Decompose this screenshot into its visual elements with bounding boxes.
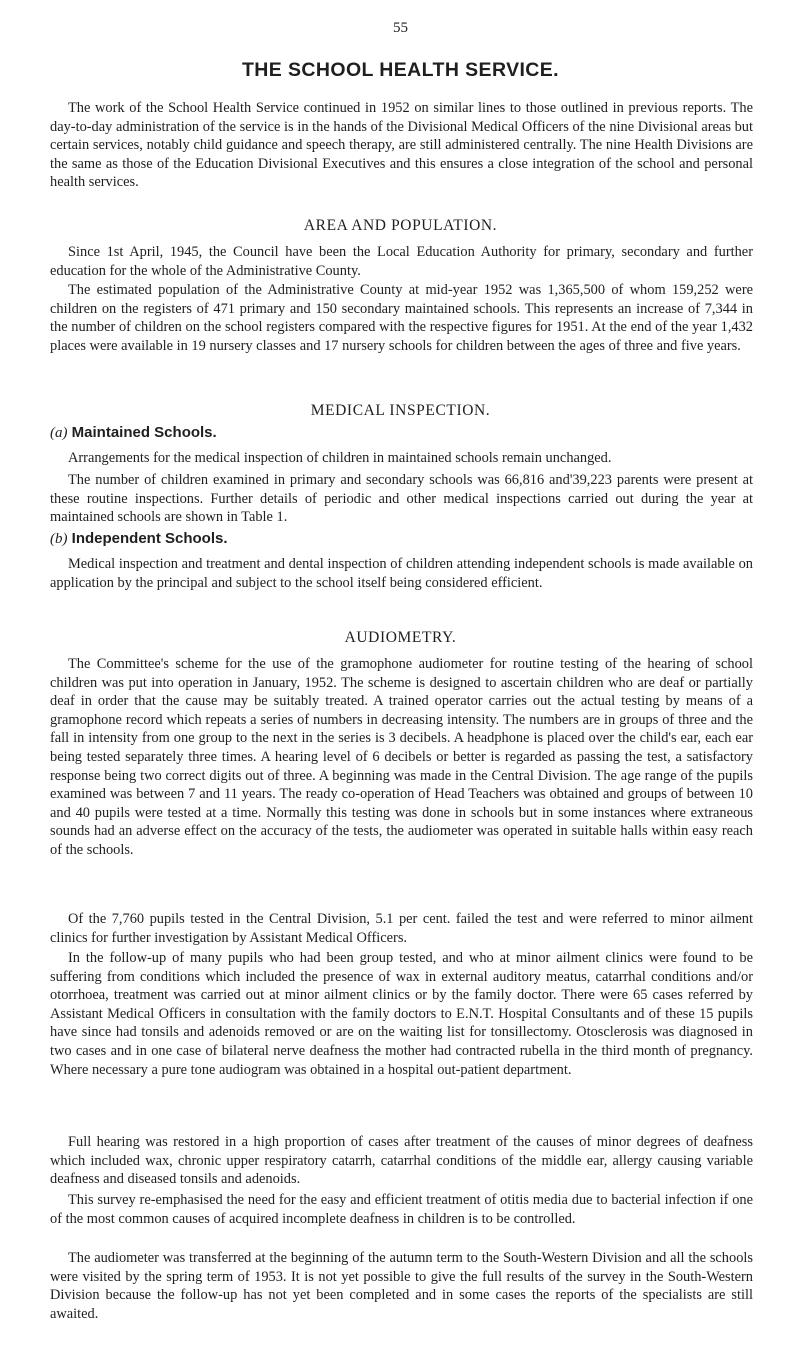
audiometry-paragraph-4: Full hearing was restored in a high proportion of cases after treatment of the causes of minor degrees of deafness which included wax, chronic upper respiratory catarrh, catarrhal conditions of the middle ear, allergy causing variable deafness and diseased tonsils and adenoids. [50,1134,753,1188]
audiometry-paragraph-5: This survey re-emphasised the need for the easy and efficient treatment of otitis media due to bacterial infection if one of the most common causes of acquired incomplete deafness in children is to be controlled. [50,1192,753,1227]
audiometry-paragraph-2: Of the 7,760 pupils tested in the Central Division, 5.1 per cent. failed the test and were referred to minor ailment clinics for further investigation by Assistant Medical Officers. [50,911,753,946]
maintained-paragraph-1: Arrangements for the medical inspection of children in maintained schools remain unchanged. [68,450,612,466]
intro-paragraph: The work of the School Health Service continued in 1952 on similar lines to those outlined in previous reports. The day-to-day administration of the service is in the hands of the Divisional Medical Officers of the nine Divisional areas but certain services, notably child guidance and speech therapy, are still administered centrally. The nine Health Divisions are the same as those of the Education Divisional Executives and this ensures a close integration of the school and personal health services. [50,100,753,191]
medical-heading: MEDICAL INSPECTION. [310,402,491,419]
subheading-marker: (a) [50,425,68,441]
audiometry-paragraph-6: The audiometer was transferred at the beginning of the autumn term to the South-Western Division and all the schools were visited by the spring term of 1953. It is not yet possible to give the full results of the survey in the South-Western Division because the follow-up has not yet been completed and in some cases the reports of the specialists are still awaited. [50,1250,753,1322]
maintained-paragraph-2: The number of children examined in primary and secondary schools was 66,816 and'39,223 parents were present at these routine inspections. Further details of periodic and other medical inspections carried out during the year at maintained schools are shown in Table 1. [50,472,753,526]
audiometry-heading: AUDIOMETRY. [344,629,457,646]
subheading-text: Independent Schools. [71,530,228,547]
independent-paragraph: Medical inspection and treatment and dental inspection of children attending independent schools is made available on application by the principal and subject to the school itself being considered efficient. [50,556,753,591]
subheading-text: Maintained Schools. [71,424,217,441]
subheading-marker: (b) [50,531,68,547]
audiometry-paragraph-3: In the follow-up of many pupils who had been group tested, and who at minor ailment clinics were found to be suffering from conditions which included the presence of wax in external auditory meatus, catarrhal conditions and/or otorrhoea, treatment was carried out at minor ailment clinics or by the family doctor. There were 65 cases referred by Assistant Medical Officers in consultation with the family doctors to E.N.T. Hospital Consultants and of these 15 pupils have since had tonsils and adenoids removed or are on the waiting list for tonsillectomy. Otosclerosis was diagnosed in two cases and in one case of bilateral nerve deafness the mother had contracted rubella in the third month of pregnancy. Where necessary a pure tone audiogram was obtained in a hospital out-patient department. [50,950,753,1078]
area-paragraph-1: Since 1st April, 1945, the Council have been the Local Education Authority for primary, secondary and further education for the whole of the Administrative County. [50,244,753,279]
page-number: 55 [393,20,408,36]
page-title: THE SCHOOL HEALTH SERVICE. [241,59,560,81]
independent-schools-subheading [50,530,228,548]
area-heading: AREA AND POPULATION. [303,217,498,234]
maintained-schools-subheading [50,424,217,442]
audiometry-paragraph-1: The Committee's scheme for the use of the gramophone audiometer for routine testing of the hearing of school children was put into operation in January, 1952. The scheme is designed to ascertain children who are deaf or partially deaf in order that the cause may be suitably treated. A trained operator carries out the actual testing by means of a gramophone record which repeats a series of numbers in decreasing intensity. The numbers are in groups of three and the fall in intensity from one group to the next in the series is 3 decibels. A headphone is placed over the child's ear, each ear being tested separately three times. A hearing level of 6 decibels or better is regarded as passing the test, a satisfactory response being two correct digits out of three. A beginning was made in the Central Division. The age range of the pupils examined was between 7 and 11 years. The ready co-operation of Head Teachers was obtained and groups of between 10 and 40 pupils were tested at a time. Normally this testing was done in schools but in some instances where extraneous sounds had an adverse effect on the accuracy of the tests, the audiometer was operated in suitable halls within easy reach of the schools. [50,656,753,858]
area-paragraph-2: The estimated population of the Administrative County at mid-year 1952 was 1,365,500 of whom 159,252 were children on the registers of 471 primary and 150 secondary maintained schools. This represents an increase of 7,344 in the number of children on the school registers compared with the respective figures for 1951. At the end of the year 1,432 places were available in 19 nursery classes and 17 nursery schools for children between the ages of three and five years. [50,282,753,354]
